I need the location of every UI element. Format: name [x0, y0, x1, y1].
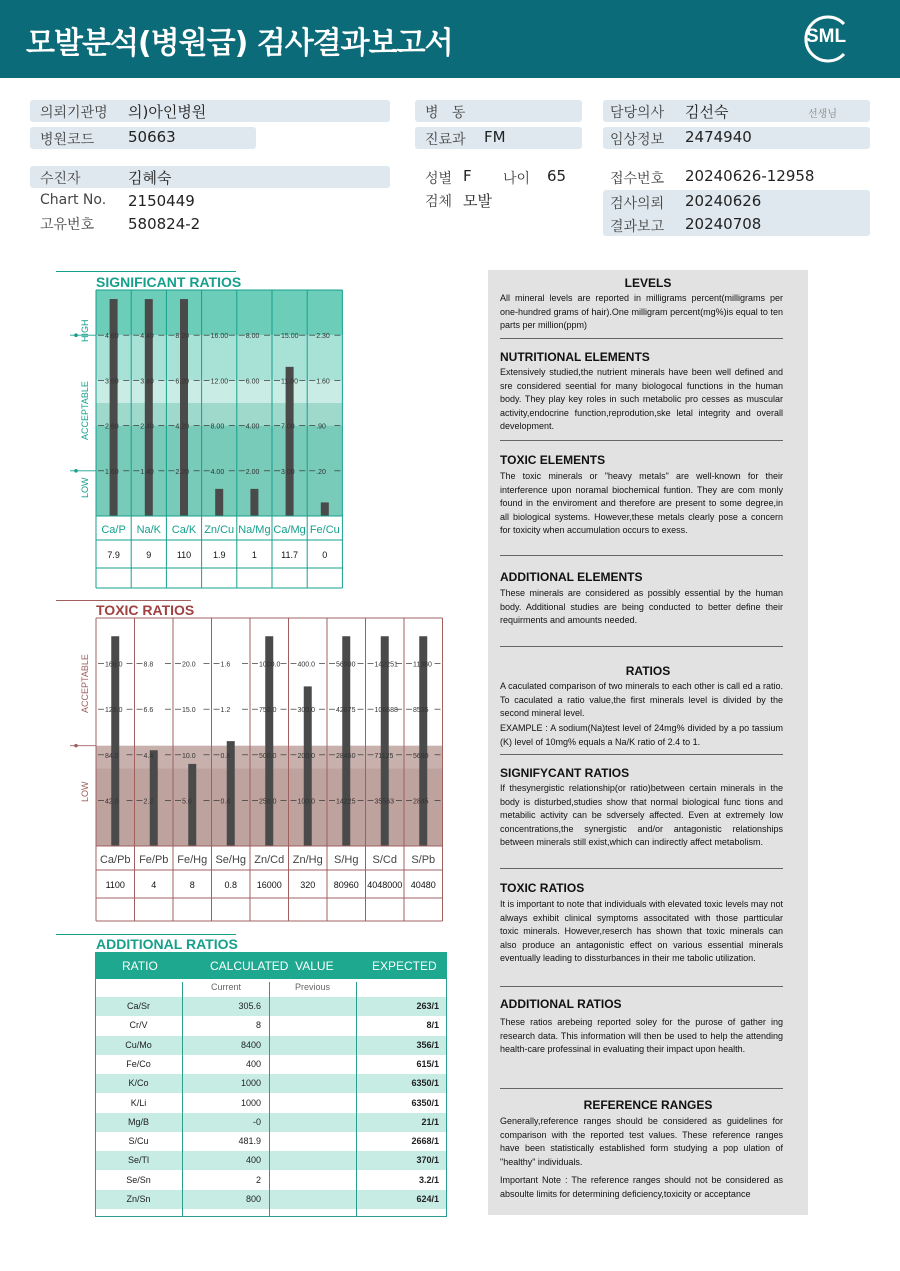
clinic-value: 2474940 — [685, 128, 752, 146]
id-label: 고유번호 — [40, 217, 95, 233]
category-label: Na/Mg — [238, 524, 271, 536]
significant-title: SIGNIFYCANT RATIOS — [500, 766, 630, 780]
sig-zone-acceptable: ACCEPTABLE — [80, 381, 90, 440]
value-label: 110 — [176, 550, 192, 560]
add-table-row — [95, 1036, 447, 1055]
zone-band — [96, 335, 342, 380]
tick-label: 71125 — [374, 752, 394, 760]
category-label: Zn/Cu — [204, 524, 235, 536]
tick-label: 2.60 — [105, 423, 119, 431]
header-ratio: RATIO — [122, 959, 158, 973]
add-ratios-title: ADDITIONAL RATIOS — [96, 936, 238, 952]
name-value: 김혜숙 — [128, 169, 172, 187]
tick-label: 1.60 — [105, 468, 119, 476]
sex-label: 성별 — [425, 171, 453, 187]
reference-text: Generally,reference ranges should be considered as guidelines for comparison with the reported test values. These reference ranges have been statistically established form studying a pop ulation of "healthy" individuals. — [500, 1116, 783, 1167]
add-table-row — [95, 1055, 447, 1074]
tick-label: 168.0 — [105, 661, 123, 669]
value-label: 1 — [251, 550, 257, 560]
doctor-label: 담당의사 — [610, 105, 665, 121]
additional-ratios-panel-title: ADDITIONAL RATIOS — [500, 997, 622, 1011]
bar-fe-cu — [321, 502, 329, 516]
id-value: 580824-2 — [128, 215, 201, 233]
category-label: Zn/Hg — [292, 854, 323, 866]
ratio-expected: 6350/1 — [411, 1078, 439, 1089]
ratio-current: 481.9 — [238, 1136, 261, 1147]
tick-label: 2.2 — [143, 798, 154, 806]
tick-label: 250.0 — [259, 798, 277, 806]
axis-dot — [74, 333, 78, 337]
add-table-row — [95, 1094, 447, 1113]
tick-label: 0.8 — [220, 752, 231, 760]
ratio-current: 1000 — [240, 1097, 261, 1108]
toxic-elements-title: TOXIC ELEMENTS — [500, 453, 606, 467]
bar-ca-mg — [286, 367, 294, 516]
tick-label: 0.4 — [220, 798, 231, 806]
value-label: 0 — [322, 550, 328, 560]
additional-ratios-text: These ratios arebeing reported soley for the purose of gather ing research data. This information will then be used to help the attending health-care professinal in evaluating their impact upon health. — [500, 1017, 783, 1055]
header-expected: EXPECTED — [372, 959, 437, 973]
ratio-name: Se/Tl — [127, 1155, 149, 1166]
category-label: S/Hg — [334, 854, 359, 866]
ratio-expected: 356/1 — [416, 1039, 439, 1050]
add-table-header — [95, 952, 447, 979]
tick-label: 8.00 — [245, 333, 260, 341]
tick-label: 8.00 — [210, 423, 225, 431]
report-header — [0, 0, 900, 78]
tick-label: 4.00 — [210, 468, 225, 476]
tick-label: 16.00 — [210, 333, 229, 341]
nutritional-title: NUTRITIONAL ELEMENTS — [500, 350, 650, 364]
value-label: 0.8 — [224, 880, 238, 890]
category-label: Na/K — [136, 524, 162, 536]
tick-label: 5690 — [413, 752, 429, 760]
bar-ca-k — [180, 299, 188, 516]
tick-label: 15.0 — [182, 707, 196, 715]
add-table-row — [95, 1151, 447, 1170]
tick-label: 2.40 — [140, 423, 154, 431]
category-label: Se/Hg — [215, 854, 247, 866]
tick-label: 11380 — [413, 661, 432, 669]
tick-label: 1.60 — [316, 378, 330, 386]
tick-label: 8.20 — [175, 333, 190, 341]
ratios-title: RATIOS — [625, 664, 671, 678]
tick-label: 42675 — [336, 707, 356, 715]
ratio-current: 2 — [255, 1174, 261, 1185]
value-label: 8 — [189, 880, 195, 890]
toxic-ratios-panel-title: TOXIC RATIOS — [500, 881, 585, 895]
report-title: 모발분석(병원급) 검사결과보고서 — [26, 26, 453, 61]
code-value: 50663 — [128, 128, 176, 146]
category-label: Fe/Pb — [139, 854, 169, 866]
toxic-ratios-text: It is important to note that individuals with elevated toxic levels may not always exhibit clinical symptoms associtated with those partticular toxic minerals. However,reserch has shown that toxic minerals can also produce an antagonistic effect on various essential minerals eventually leading to dissturbances in their me tabolic utilization. — [500, 899, 783, 964]
add-table-row — [95, 997, 447, 1016]
specimen-value: 모발 — [463, 192, 492, 210]
ratios-text: A caculated comparison of two minerals to each other is call ed a ratio. To caculated a ratio value,the first minerals level is divided by the second mineral level. — [500, 681, 783, 719]
bar-na-mg — [250, 489, 258, 516]
org-label: 의뢰기관명 — [40, 105, 108, 121]
value-label: 4048000 — [367, 880, 403, 890]
sig-zone-low: LOW — [80, 477, 90, 498]
bar-ca-p — [110, 299, 118, 516]
tick-label: 2.20 — [175, 468, 190, 476]
ratio-expected: 3.2/1 — [418, 1174, 439, 1185]
subheader-previous: Previous — [295, 982, 331, 992]
ratio-expected: 21/1 — [421, 1116, 439, 1127]
bar-zn-cu — [215, 489, 223, 516]
add-table-row — [95, 1074, 447, 1093]
age-value: 65 — [547, 167, 567, 185]
tick-label: 4.4 — [143, 752, 154, 760]
ratio-name: K/Li — [130, 1097, 147, 1108]
logo-text: SML — [805, 26, 847, 47]
request-label: 검사의뢰 — [610, 196, 665, 212]
ratio-name: K/Co — [128, 1078, 149, 1089]
tick-label: 1.2 — [220, 707, 231, 715]
add-table-row — [95, 1113, 447, 1132]
dept-value: FM — [484, 128, 506, 146]
tick-label: 84.0 — [105, 752, 119, 760]
tick-label: 56900 — [336, 661, 356, 669]
zone-band — [96, 403, 342, 426]
tick-label: .90 — [316, 423, 326, 431]
ratio-current: -0 — [252, 1116, 261, 1127]
tick-label: 4.60 — [105, 333, 119, 341]
report-label: 결과보고 — [610, 219, 665, 235]
tick-label: 500.0 — [259, 752, 277, 760]
levels-title: LEVELS — [624, 276, 672, 290]
value-label: 11.7 — [281, 550, 299, 560]
specimen-label: 검체 — [425, 194, 453, 210]
tick-label: 28450 — [336, 752, 356, 760]
tick-label: 300.0 — [297, 707, 316, 715]
tick-label: 10.0 — [182, 752, 196, 760]
value-label: 16000 — [256, 880, 282, 890]
ratio-current: 400 — [245, 1058, 261, 1069]
header-calculated: CALCULATED VALUE — [210, 959, 334, 973]
tick-label: 142251 — [374, 661, 398, 669]
value-label: 7.9 — [107, 550, 120, 560]
significant-text: If thesynergistic relationship(or ratio)between certain minerals in the body is disturbed,studies show that normal biological func tions and metabilic activity can be sdversely affected. Even at extremely low concentrations,the synergistic and/or antagonistic relationships between minerals still exist,which can indirectly affect metabolism. — [500, 783, 783, 848]
toxic-ratios-title: TOXIC RATIOS — [96, 602, 195, 618]
receipt-label: 접수번호 — [610, 171, 665, 187]
doctor-suffix: 선생님 — [808, 109, 837, 120]
ratio-expected: 6350/1 — [411, 1097, 439, 1108]
clinic-label: 임상정보 — [610, 132, 665, 148]
additional-elements-text: These minerals are considered as possibly essential by the human body. Additional studies are being conducted to better define their requirments and amounts needed. — [500, 588, 783, 626]
significant-ratios-chart — [56, 288, 346, 593]
tick-label: 1.6 — [220, 661, 231, 669]
add-table-row — [95, 1132, 447, 1151]
tick-label: 4.00 — [245, 423, 260, 431]
nutritional-text: Extensively studied,the nutrient minerals have been well defined and sre considered seential for many biologocal functions in the human body. They play key roles in such metabolic pro cesses as muscular activity,endocrine function,reprodution,ske letal integrity and overall development. — [500, 367, 783, 432]
chart-label: Chart No. — [40, 192, 107, 208]
ratio-name: S/Cu — [128, 1136, 149, 1147]
category-label: Ca/Mg — [273, 524, 306, 536]
request-value: 20240626 — [685, 192, 762, 210]
ratio-name: Fe/Co — [126, 1058, 151, 1069]
axis-dot — [74, 744, 78, 748]
ratio-name: Zn/Sn — [126, 1194, 151, 1204]
additional-elements-title: ADDITIONAL ELEMENTS — [500, 570, 643, 584]
subheader-current: Current — [211, 982, 242, 992]
tick-label: 200.0 — [297, 752, 316, 760]
category-label: S/Pb — [411, 854, 436, 866]
tick-label: 750.0 — [259, 707, 277, 715]
sex-value: F — [463, 167, 472, 185]
toxic-elements-text: The toxic minerals or "heavy metals" are well-known for their interference upon noramal biochemical funtion. They are com monly found in the enviroment and therefore are present to some degree,in all biological systems. However,these metals clearly pose a concern for toxicity when accumulation occurs to exess. — [500, 471, 783, 536]
tick-label: 106688 — [374, 707, 398, 715]
category-label: S/Cd — [372, 854, 397, 866]
add-table-row — [95, 1171, 447, 1190]
name-label: 수진자 — [40, 171, 81, 187]
ratios-example: EXAMPLE : A sodium(Na)test level of 24mg% divided by a po tassium (K) level of 10mg% equals a Na/K ratio of 2.4 to 1. — [500, 723, 783, 747]
tick-label: 11.00 — [281, 378, 298, 386]
ratio-current: 305.6 — [238, 1001, 261, 1011]
dept-label: 진료과 — [425, 132, 466, 148]
ratio-expected: 263/1 — [416, 1001, 439, 1011]
zone-band — [96, 290, 342, 335]
ratio-name: Mg/B — [127, 1116, 149, 1127]
value-label: 1100 — [105, 880, 125, 890]
reference-note: Important Note : The reference ranges should not be considered as absoulte limits for determining deficiency,toxicity or acceptance — [500, 1175, 783, 1199]
info-panel — [488, 270, 808, 1215]
value-label: 40480 — [410, 880, 436, 890]
ratio-expected: 2668/1 — [411, 1136, 439, 1147]
levels-text: All mineral levels are reported in milligrams percent(milligrams per one-hundred grams of hair).One milligram percent(mg%)is equal to ten parts per million(ppm) — [500, 293, 783, 331]
ratio-current: 400 — [245, 1155, 261, 1166]
org-value: 의)아인병원 — [128, 103, 207, 121]
age-label: 나이 — [503, 171, 531, 187]
tick-label: 8.8 — [143, 661, 154, 669]
ratio-current: 8 — [255, 1020, 261, 1031]
value-label: 320 — [300, 880, 316, 890]
chart-value: 2150449 — [128, 192, 195, 210]
category-label: Ca/Pb — [99, 854, 131, 866]
ratio-expected: 8/1 — [426, 1020, 439, 1031]
tick-label: 100.0 — [297, 798, 316, 806]
sig-zone-high: HIGH — [80, 319, 90, 342]
tick-label: 8535 — [413, 707, 429, 715]
tick-label: 2.00 — [245, 468, 260, 476]
ratio-expected: 615/1 — [416, 1058, 439, 1069]
tick-label: 4.20 — [175, 423, 190, 431]
tick-label: 15.00 — [281, 333, 299, 341]
ratio-current: 1000 — [240, 1078, 261, 1089]
category-label: Ca/P — [101, 524, 126, 536]
value-label: 4 — [151, 880, 157, 890]
additional-ratios-table — [95, 952, 447, 1217]
tick-label: 4.40 — [140, 333, 154, 341]
tick-label: .20 — [316, 468, 326, 476]
tick-label: 5.0 — [182, 798, 192, 806]
tick-label: 14225 — [336, 798, 356, 806]
axis-dot — [74, 469, 78, 473]
tick-label: 1.40 — [140, 468, 154, 476]
category-label: Ca/K — [171, 524, 197, 536]
tick-label: 42.0 — [105, 798, 119, 806]
ratio-name: Cu/Mo — [125, 1039, 152, 1050]
report-value: 20240708 — [685, 215, 762, 233]
toxic-ratios-chart — [56, 616, 450, 926]
tick-label: 400.0 — [297, 661, 316, 669]
value-label: 1.9 — [212, 550, 226, 560]
add-table-row — [95, 1016, 447, 1035]
ward-label: 병 동 — [425, 105, 466, 121]
sig-ratios-title: SIGNIFICANT RATIOS — [96, 274, 242, 290]
tick-label: 6.6 — [143, 707, 154, 715]
ratio-expected: 624/1 — [416, 1194, 439, 1204]
tick-label: 20.0 — [182, 661, 196, 669]
tick-label: 6.20 — [175, 378, 190, 386]
toxic-zone-low: LOW — [80, 781, 90, 802]
category-label: Fe/Cu — [309, 524, 340, 536]
category-label: Zn/Cd — [254, 854, 285, 866]
value-label: 9 — [146, 550, 152, 560]
tick-label: 2.30 — [316, 333, 330, 341]
ratio-current: 800 — [245, 1194, 261, 1204]
tick-label: 3.60 — [105, 378, 119, 386]
tick-label: 7.00 — [281, 423, 295, 431]
toxic-zone-acceptable: ACCEPTABLE — [80, 654, 90, 713]
tick-label: 35563 — [374, 798, 394, 806]
tick-label: 3.00 — [281, 468, 295, 476]
ratio-current: 8400 — [240, 1039, 261, 1050]
ratio-name: Ca/Sr — [126, 1001, 150, 1011]
code-label: 병원코드 — [40, 132, 95, 148]
reference-title: REFERENCE RANGES — [583, 1098, 713, 1112]
add-table-row — [95, 1190, 447, 1209]
tick-label: 6.00 — [245, 378, 260, 386]
ratio-name: Cr/V — [129, 1020, 148, 1031]
bar-na-k — [145, 299, 153, 516]
tick-label: 2845 — [413, 798, 429, 806]
ratio-name: Se/Sn — [126, 1174, 151, 1185]
tick-label: 126.0 — [105, 707, 123, 715]
tick-label: 3.40 — [140, 378, 154, 386]
ratio-expected: 370/1 — [416, 1155, 439, 1166]
value-label: 80960 — [333, 880, 359, 890]
tick-label: 12.00 — [210, 378, 229, 386]
tick-label: 1000.0 — [259, 661, 281, 669]
sml-logo — [798, 14, 854, 64]
category-label: Fe/Hg — [177, 854, 208, 866]
receipt-value: 20240626-12958 — [685, 167, 815, 185]
doctor-value: 김선숙 — [685, 103, 729, 121]
